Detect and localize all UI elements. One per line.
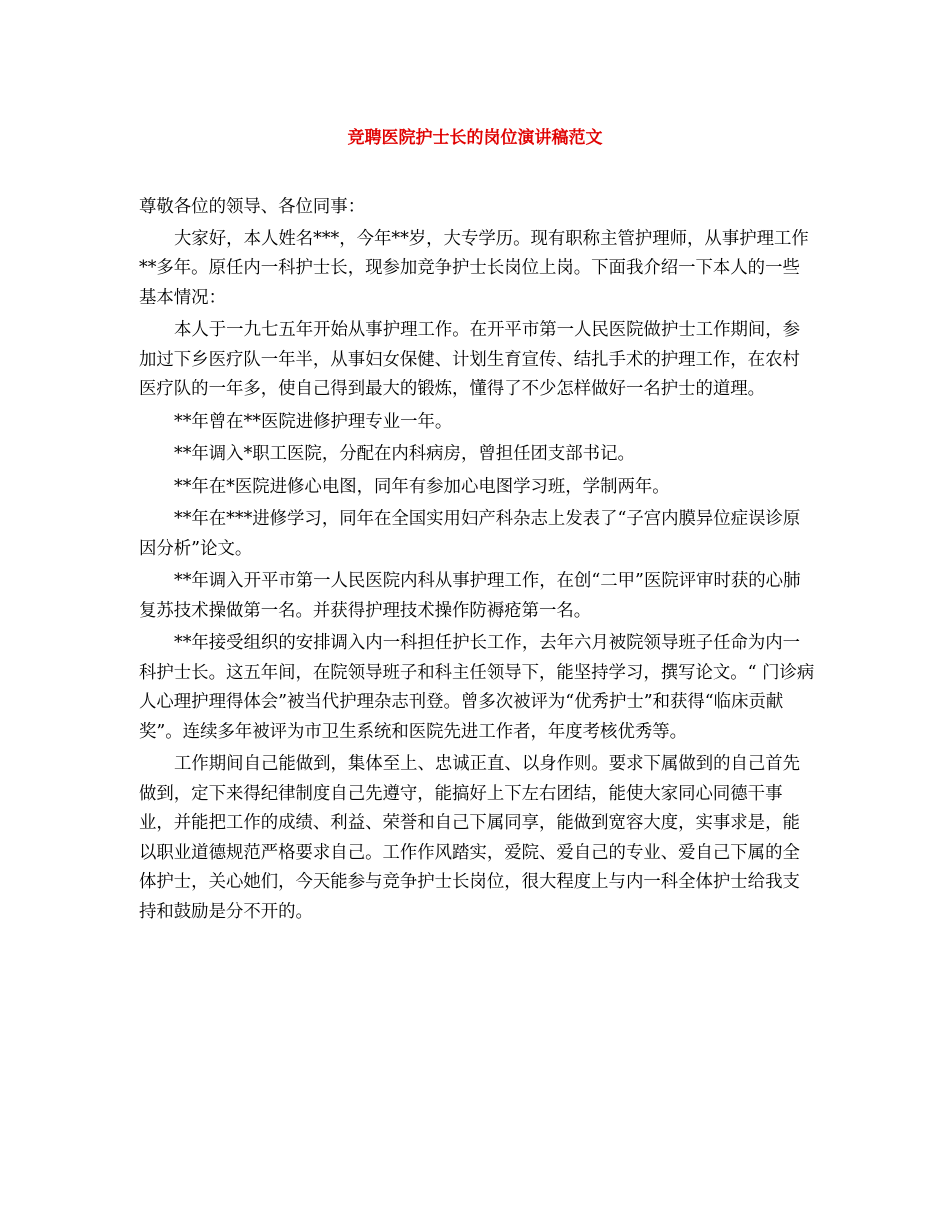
- document-title: 竞聘医院护士长的岗位演讲稿范文: [347, 128, 603, 148]
- paragraph-history: 本人于一九七五年开始从事护理工作。在开平市第一人民医院做护士工作期间，参加过下乡医疗队一年半，从事妇女保健、计划生育宣传、结扎手术的护理工作，在农村医疗队的一年多，使自己得到最大的锻炼，懂得了不少怎样做好一名护士的道理。: [139, 320, 801, 399]
- paragraph-conduct: 工作期间自己能做到，集体至上、忠诚正直、以身作则。要求下属做到的自己首先做到，定下来得纪律制度自己先遵守，能搞好上下左右团结，能使大家同心同德干事业，并能把工作的成绩、利益、荣誉和自己下属同享，能做到宽容大度，实事求是，能以职业道德规范严格要求自己。工作作风踏实，爱院、爱自己的专业、爱自己下属的全体护士，关心她们，今天能参与竞争护士长岗位，很大程度上与内一科全体护士给我支持和鼓励是分不开的。: [139, 754, 801, 922]
- paragraph-intro: 大家好，本人姓名***，今年**岁，大专学历。现有职称主管护理师，从事护理工作**多年。原任内一科护士长，现参加竞争护士长岗位上岗。下面我介绍一下本人的一些基本情况：: [139, 228, 809, 308]
- paragraph-ecg: **年在*医院进修心电图，同年有参加心电图学习班，学制两年。: [174, 476, 670, 497]
- paragraph-head-nurse: **年接受组织的安排调入内一科担任护长工作，去年六月被院领导班子任命为内一科护士长。这五年间，在院领导班子和科主任领导下，能坚持学习，撰写论文。“ 门诊病人心理护理得体会”被当代护理杂志刊登。曾多次被评为“优秀护士”和获得“临床贡献奖”。连续多年被评为市卫生系统和医院先进工作者，年度考核优秀等。: [139, 633, 815, 742]
- paragraph-transfer: **年调入*职工医院，分配在内科病房，曾担任团支部书记。: [174, 444, 635, 464]
- salutation: 尊敬各位的领导、各位同事：: [139, 197, 366, 217]
- document-body: [139, 193, 815, 930]
- paragraph-study: **年在***进修学习，同年在全国实用妇产科杂志上发表了“子宫内膜异位症误诊原因分析”论文。: [139, 509, 801, 559]
- paragraph-awards: **年调入开平市第一人民医院内科从事护理工作，在创“二甲”医院评审时获的心肺复苏技术操做第一名。并获得护理技术操作防褥疮第一名。: [139, 571, 801, 621]
- paragraph-training: **年曾在**医院进修护理专业一年。: [174, 411, 453, 432]
